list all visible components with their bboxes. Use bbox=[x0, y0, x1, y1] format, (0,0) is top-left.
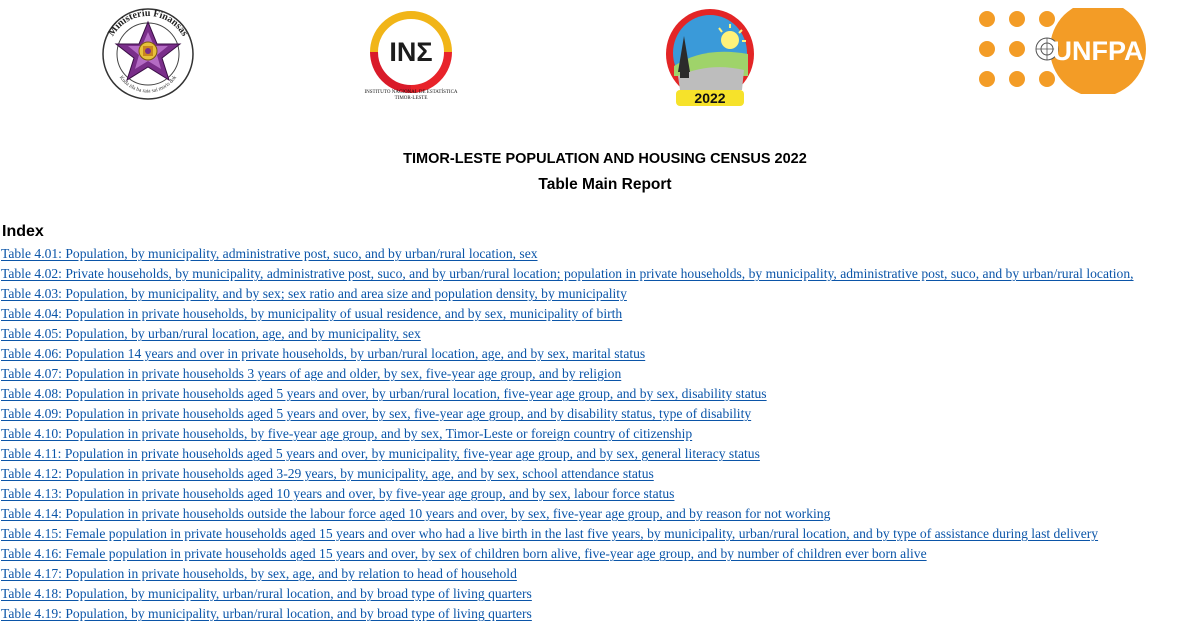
list-item bbox=[1, 604, 1134, 624]
list-item bbox=[1, 404, 1134, 424]
table-link[interactable]: Table 4.10: Population in private households, by five-year age group, and by sex, Timor-Leste or foreign country of citizenship bbox=[1, 426, 693, 441]
table-link[interactable]: Table 4.06: Population 14 years and over in private households, by urban/rural location, age, and by sex, marital status bbox=[1, 346, 646, 361]
list-item bbox=[1, 384, 1134, 404]
table-link[interactable]: Table 4.15: Female population in private households aged 15 years and over who had a live birth in the last five years, by municipality, urban/rural location, and by type of assistance during last delivery bbox=[1, 526, 1099, 541]
list-item bbox=[1, 344, 1134, 364]
list-item bbox=[1, 264, 1134, 284]
ministry-ring-text: Ministeriu Finansas bbox=[106, 7, 190, 39]
page-title: TIMOR-LESTE POPULATION AND HOUSING CENSUS 2022 bbox=[403, 151, 807, 167]
list-item bbox=[1, 524, 1134, 544]
list-item bbox=[1, 544, 1134, 564]
table-link[interactable]: Table 4.05: Population, by urban/rural location, age, and by municipality, sex bbox=[1, 326, 421, 341]
table-link[interactable]: Table 4.02: Private households, by municipality, administrative post, suco, and by urban/rural location; population in private households, by municipality, administrative post, suco, and by urban/rural location, bbox=[1, 266, 1134, 281]
table-link[interactable]: Table 4.16: Female population in private households aged 15 years and over, by sex of children born alive, five-year age group, and by number of children ever born alive bbox=[1, 546, 927, 561]
census-2022-logo bbox=[664, 6, 758, 108]
table-link[interactable]: Table 4.08: Population in private households aged 5 years and over, by urban/rural location, five-year age group, and by sex, disability status bbox=[1, 386, 767, 401]
table-link[interactable]: Table 4.04: Population in private households, by municipality of usual residence, and by sex, municipality of birth bbox=[1, 306, 623, 321]
ine-letters: INΣ bbox=[389, 37, 433, 67]
ministry-seal-icon bbox=[94, 4, 202, 104]
table-link[interactable]: Table 4.07: Population in private households 3 years of age and older, by sex, five-year age group, and by religion bbox=[1, 366, 622, 381]
list-item bbox=[1, 364, 1134, 384]
list-item bbox=[1, 484, 1134, 504]
index-heading: Index bbox=[2, 223, 44, 240]
ministry-of-finance-logo bbox=[94, 4, 202, 104]
ine-caption-line1: INSTITUTO NACIONAL DE ESTATÍSTICA bbox=[364, 90, 458, 95]
ine-caption-line2: TIMOR-LESTE bbox=[394, 96, 428, 100]
report-header bbox=[0, 150, 1190, 195]
ine-emblem-icon bbox=[356, 4, 466, 100]
table-link[interactable]: Table 4.18: Population, by municipality, urban/rural location, and by broad type of living quarters bbox=[1, 586, 532, 601]
table-link[interactable]: Table 4.12: Population in private households aged 3-29 years, by municipality, age, and by sex, school attendance status bbox=[1, 466, 654, 481]
list-item bbox=[1, 584, 1134, 604]
page-subtitle: Table Main Report bbox=[538, 176, 672, 193]
list-item bbox=[1, 424, 1134, 444]
table-link[interactable]: Table 4.09: Population in private households aged 5 years and over, by sex, five-year age group, and by disability status, type of disability bbox=[1, 406, 752, 421]
list-item bbox=[1, 504, 1134, 524]
table-link[interactable]: Table 4.01: Population, by municipality, administrative post, suco, and by urban/rural location, sex bbox=[1, 246, 538, 261]
table-link[interactable]: Table 4.11: Population in private households aged 5 years and over, by municipality, five-year age group, and by sex, general literacy status bbox=[1, 446, 760, 461]
table-link[interactable]: Table 4.17: Population in private households, by sex, age, and by relation to head of household bbox=[1, 566, 517, 581]
table-link[interactable]: Table 4.14: Population in private households outside the labour force aged 10 years and over, by sex, five-year age group, and by reason for not working bbox=[1, 506, 831, 521]
unfpa-emblem-icon bbox=[974, 8, 1150, 94]
list-item bbox=[1, 284, 1134, 304]
census-year-text: 2022 bbox=[694, 90, 726, 106]
list-item bbox=[1, 464, 1134, 484]
ministry-motto-text: Kuda ida ba raia sai moris dok bbox=[117, 74, 179, 95]
table-link[interactable]: Table 4.03: Population, by municipality, and by sex; sex ratio and area size and population density, by municipality bbox=[1, 286, 627, 301]
unfpa-logo bbox=[974, 8, 1150, 94]
index-table-list bbox=[1, 244, 1134, 624]
table-link[interactable]: Table 4.19: Population, by municipality, urban/rural location, and by broad type of living quarters bbox=[1, 606, 532, 621]
ine-logo bbox=[356, 4, 466, 100]
list-item bbox=[1, 244, 1134, 264]
census-emblem-icon bbox=[664, 6, 758, 108]
list-item bbox=[1, 444, 1134, 464]
list-item bbox=[1, 564, 1134, 584]
list-item bbox=[1, 324, 1134, 344]
list-item bbox=[1, 304, 1134, 324]
table-link[interactable]: Table 4.13: Population in private households aged 10 years and over, by five-year age group, and by sex, labour force status bbox=[1, 486, 675, 501]
unfpa-label: UNFPA bbox=[1052, 36, 1144, 66]
